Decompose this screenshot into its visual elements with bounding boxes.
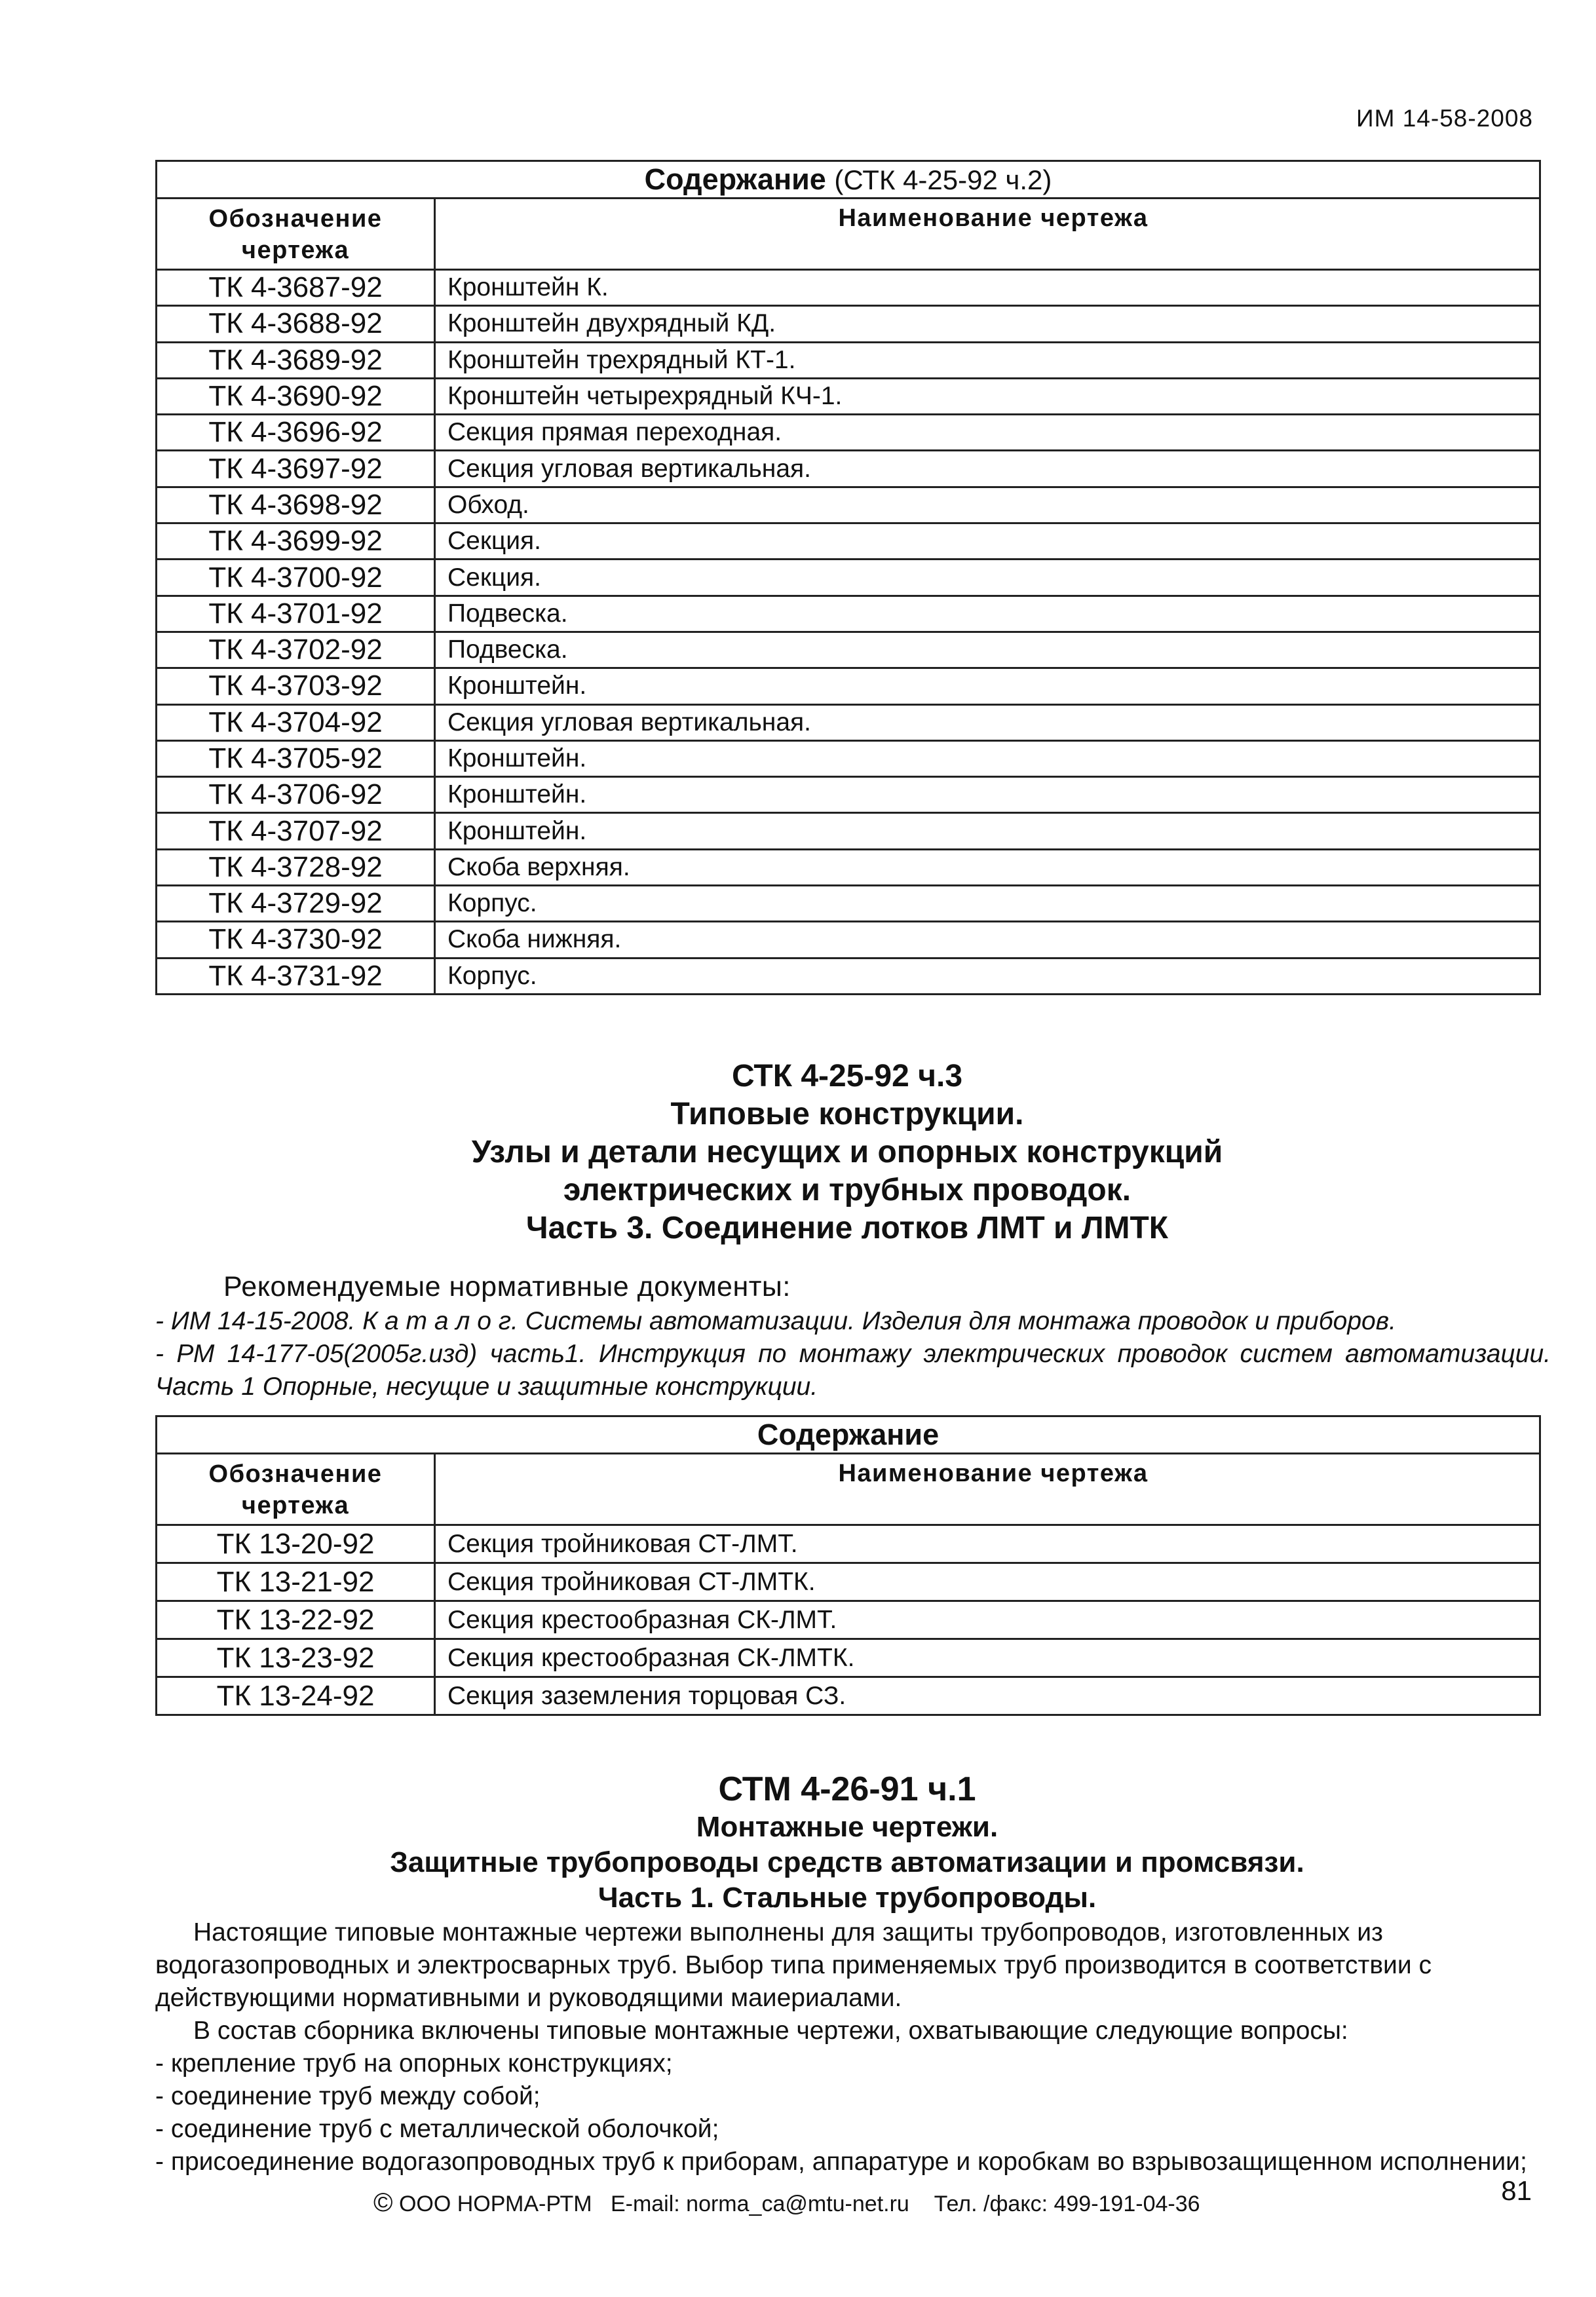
drawing-name: Секция прямая переходная. [435,415,1540,451]
copyright-icon: © [373,2188,393,2217]
drawing-name: Секция заземления торцовая СЗ. [435,1677,1540,1715]
bullet-item: - присоединение водогазопроводных труб к приборам, аппаратуре и коробкам во взрывозащищенном исполнении; [155,2148,1527,2176]
table-body [157,270,1540,995]
table-row [157,523,1540,560]
ref-item: - РМ 14-177-05(2005г.изд) часть1. Инструкция по монтажу электрических проводок систем автоматизации. Часть 1 Опорные, несущие и защитные конструкции. [155,1340,1551,1401]
table-caption-bold: Содержание [757,1418,940,1451]
table-row [157,342,1540,378]
paragraph: Настоящие типовые монтажные чертежи выполнены для защиты трубопроводов, изготовленных из водогазопроводных и электросварных труб. Выбор типа применяемых труб производится в соответствии с действующими нормативными и руководящими маиериалами. [155,1918,1432,2012]
drawing-code: ТК 4-3687-92 [157,270,435,306]
table-row [157,668,1540,704]
title-line: Защитные трубопроводы средств автоматизации и промсвязи. [390,1846,1304,1878]
drawing-name: Кронштейн. [435,777,1540,813]
column-header-code: Обозначение чертежа [157,1454,435,1525]
table-row [157,415,1540,451]
table-row [157,922,1540,958]
table-row [157,886,1540,922]
drawing-code: ТК 4-3706-92 [157,777,435,813]
drawing-code: ТК 4-3696-92 [157,415,435,451]
table-row [157,596,1540,632]
drawing-name: Кронштейн. [435,740,1540,776]
drawing-code: ТК 13-21-92 [157,1563,435,1601]
page-footer [373,2188,1200,2218]
column-header-name: Наименование чертежа [435,1454,1540,1525]
footer-email: E-mail: norma_ca@mtu-net.ru [610,2192,909,2216]
table-caption-ref: (СТК 4-25-92 ч.2) [834,164,1052,195]
drawing-name: Кронштейн. [435,668,1540,704]
title-line: электрических и трубных проводок. [563,1173,1131,1207]
contents-table-part3 [155,1415,1541,1716]
drawing-code: ТК 4-3704-92 [157,704,435,740]
bullet-item: - крепление труб на опорных конструкциях; [155,2049,673,2078]
drawing-name: Скоба нижняя. [435,922,1540,958]
drawing-name: Корпус. [435,886,1540,922]
table-row [157,777,1540,813]
drawing-name: Кронштейн. [435,813,1540,849]
title-line: СТК 4-25-92 ч.3 [731,1059,963,1093]
drawing-name: Кронштейн трехрядный КТ-1. [435,342,1540,378]
title-line: Монтажные чертежи. [696,1811,998,1843]
table-caption [157,1416,1540,1454]
title-line: СТМ 4-26-91 ч.1 [718,1770,976,1808]
drawing-code: ТК 4-3697-92 [157,451,435,487]
document-code: ИМ 14-58-2008 [1356,105,1533,132]
drawing-code: ТК 13-24-92 [157,1677,435,1715]
table-row [157,1563,1540,1601]
paragraph: В состав сборника включены типовые монтажные чертежи, охватывающие следующие вопросы: [193,2017,1348,2045]
section-title-stk-4-25-92-part3 [155,1057,1539,1247]
table-row [157,270,1540,306]
title-line: Часть 1. Стальные трубопроводы. [598,1882,1097,1914]
table-row [157,306,1540,342]
drawing-code: ТК 4-3688-92 [157,306,435,342]
drawing-name: Секция угловая вертикальная. [435,704,1540,740]
bullet-item: - соединение труб с металлической оболочкой; [155,2115,719,2143]
drawing-name: Секция. [435,523,1540,560]
drawing-code: ТК 4-3707-92 [157,813,435,849]
drawing-code: ТК 4-3699-92 [157,523,435,560]
drawing-code: ТК 4-3731-92 [157,958,435,994]
drawing-name: Кронштейн четырехрядный КЧ-1. [435,378,1540,414]
drawing-code: ТК 4-3729-92 [157,886,435,922]
drawing-name: Секция тройниковая СТ-ЛМТК. [435,1563,1540,1601]
table-row [157,704,1540,740]
drawing-name: Секция тройниковая СТ-ЛМТ. [435,1525,1540,1563]
title-line: Типовые конструкции. [670,1097,1024,1131]
table-row [157,451,1540,487]
title-line: Узлы и детали несущих и опорных конструкций [471,1135,1223,1169]
drawing-code: ТК 13-20-92 [157,1525,435,1563]
table-row [157,1639,1540,1677]
drawing-name: Обход. [435,487,1540,523]
recommended-documents [155,1268,1551,1403]
table-row [157,1525,1540,1563]
drawing-code: ТК 4-3690-92 [157,378,435,414]
drawing-code: ТК 4-3730-92 [157,922,435,958]
table-body [157,1525,1540,1715]
section-body [155,1916,1538,2178]
drawing-code: ТК 13-22-92 [157,1601,435,1639]
drawing-code: ТК 4-3705-92 [157,740,435,776]
drawing-code: ТК 4-3703-92 [157,668,435,704]
table-row [157,1601,1540,1639]
drawing-name: Подвеска. [435,596,1540,632]
drawing-code: ТК 4-3728-92 [157,849,435,885]
table-row [157,487,1540,523]
table-row [157,1677,1540,1715]
table-row [157,813,1540,849]
table-row [157,560,1540,596]
table-row [157,740,1540,776]
drawing-name: Кронштейн К. [435,270,1540,306]
drawing-code: ТК 4-3698-92 [157,487,435,523]
page-number: 81 [1501,2175,1532,2206]
drawing-name: Кронштейн двухрядный КД. [435,306,1540,342]
bullet-item: - соединение труб между собой; [155,2082,541,2110]
drawing-name: Секция. [435,560,1540,596]
drawing-name: Подвеска. [435,632,1540,668]
table-row [157,378,1540,414]
title-line: Часть 3. Соединение лотков ЛМТ и ЛМТК [525,1211,1169,1245]
section-title-stm-4-26-91-part1 [155,1769,1539,1916]
table-row [157,849,1540,885]
drawing-name: Секция крестообразная СК-ЛМТ. [435,1601,1540,1639]
drawing-name: Скоба верхняя. [435,849,1540,885]
drawing-name: Секция угловая вертикальная. [435,451,1540,487]
drawing-name: Секция крестообразная СК-ЛМТК. [435,1639,1540,1677]
drawing-name: Корпус. [435,958,1540,994]
drawing-code: ТК 13-23-92 [157,1639,435,1677]
table-row [157,958,1540,994]
ref-item: - ИМ 14-15-2008. К а т а л о г. Системы автоматизации. Изделия для монтажа проводок и приборов. [155,1307,1396,1335]
column-header-code: Обозначение чертежа [157,199,435,270]
drawing-code: ТК 4-3701-92 [157,596,435,632]
drawing-code: ТК 4-3700-92 [157,560,435,596]
table-row [157,632,1540,668]
table-caption [157,161,1540,199]
column-header-name: Наименование чертежа [435,199,1540,270]
contents-table-part2 [155,160,1541,995]
footer-phone: Тел. /факс: 499-191-04-36 [934,2192,1200,2216]
drawing-code: ТК 4-3702-92 [157,632,435,668]
drawing-code: ТК 4-3689-92 [157,342,435,378]
refs-heading: Рекомендуемые нормативные документы: [223,1271,791,1302]
table-caption-bold: Содержание [644,162,826,196]
footer-company: ООО НОРМА-РТМ [398,2192,592,2216]
